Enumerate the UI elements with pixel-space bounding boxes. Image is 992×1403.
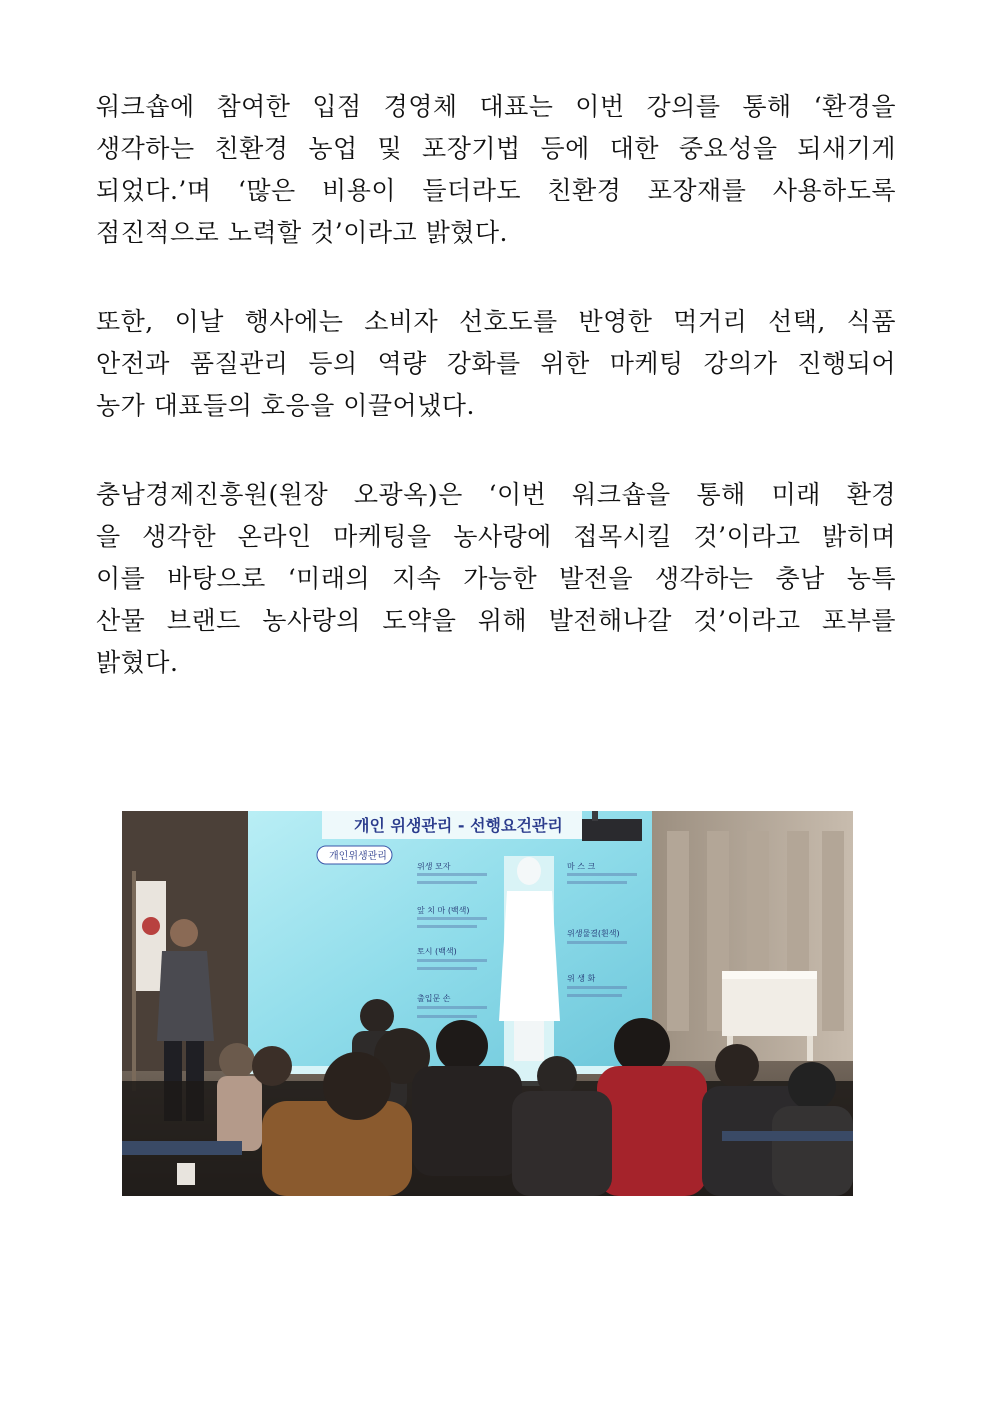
- paragraph-line: 점진적으로 노력할 것’이라고 밝혔다.: [96, 218, 508, 247]
- paragraph-line: 생각하는 친환경 농업 및 포장기법 등에 대한 중요성을 되새기게: [96, 134, 896, 163]
- slide-label: 마 스 크: [567, 862, 596, 871]
- paragraph-1: [96, 86, 896, 254]
- workshop-photo-illustration: [122, 811, 853, 1196]
- paragraph-3: [96, 474, 896, 684]
- slide-label: 앞 치 마 (백색): [417, 906, 470, 915]
- paragraph-2: [96, 301, 896, 427]
- paragraph-line: 을 생각한 온라인 마케팅을 농사랑에 접목시킬 것’이라고 밝히며: [96, 522, 896, 551]
- paragraph-line: 또한, 이날 행사에는 소비자 선호도를 반영한 먹거리 선택, 식품: [96, 307, 896, 336]
- paragraph-line: 워크숍에 참여한 입점 경영체 대표는 이번 강의를 통해 ‘환경을: [96, 92, 896, 121]
- workshop-photo: [122, 811, 853, 1196]
- paragraph-line: 되었다.’며 ‘많은 비용이 들더라도 친환경 포장재를 사용하도록: [96, 176, 896, 205]
- paragraph-line: 산물 브랜드 농사랑의 도약을 위해 발전해나갈 것’이라고 포부를: [96, 606, 896, 635]
- slide-label: 위 생 화: [567, 974, 596, 983]
- slide-label: 출입문 손: [417, 994, 451, 1003]
- paragraph-line: 이를 바탕으로 ‘미래의 지속 가능한 발전을 생각하는 충남 농특: [96, 564, 896, 593]
- slide-label: 위생 모자: [417, 862, 451, 871]
- paragraph-line: 밝혔다.: [96, 648, 179, 677]
- paragraph-line: 안전과 품질관리 등의 역량 강화를 위한 마케팅 강의가 진행되어: [96, 349, 896, 378]
- slide-label: 위생물결(흰색): [567, 929, 620, 938]
- slide-section: 개인위생관리: [329, 851, 387, 862]
- slide-title: 개인 위생관리 - 선행요건관리: [354, 816, 563, 835]
- slide-label: 토시 (백색): [417, 947, 457, 956]
- paragraph-line: 농가 대표들의 호응을 이끌어냈다.: [96, 391, 475, 420]
- paragraph-line: 충남경제진흥원(원장 오광옥)은 ‘이번 워크숍을 통해 미래 환경: [96, 480, 896, 509]
